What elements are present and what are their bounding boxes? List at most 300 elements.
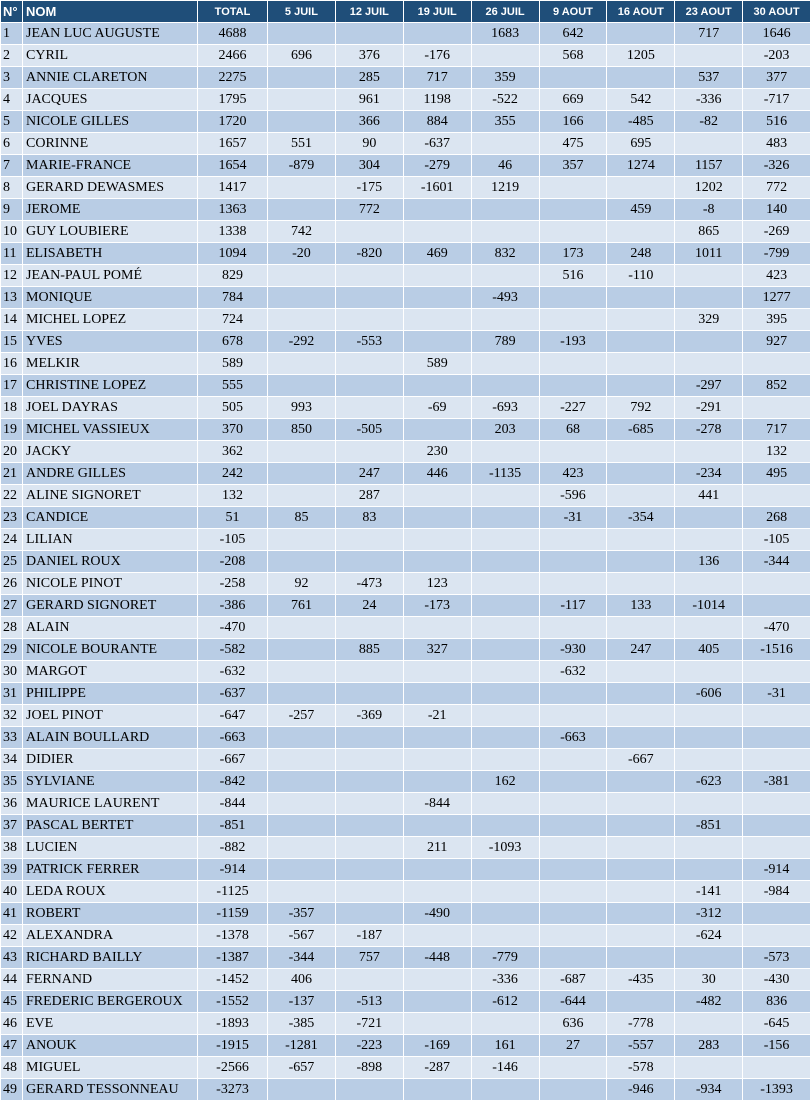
player-name: GUY LOUBIERE xyxy=(23,221,198,243)
player-name: FREDERIC BERGEROUX xyxy=(23,991,198,1013)
header-row xyxy=(1,1,810,23)
score-cell xyxy=(268,529,336,551)
score-cell xyxy=(268,441,336,463)
total-cell: -208 xyxy=(198,551,268,573)
score-cell xyxy=(743,815,810,837)
score-cell xyxy=(471,1013,539,1035)
row-number: 11 xyxy=(1,243,23,265)
score-cell xyxy=(403,265,471,287)
score-cell xyxy=(403,309,471,331)
score-cell xyxy=(268,463,336,485)
score-cell: -482 xyxy=(675,991,743,1013)
total-cell: 132 xyxy=(198,485,268,507)
score-cell: -623 xyxy=(675,771,743,793)
table-row xyxy=(1,507,810,529)
score-cell: -8 xyxy=(675,199,743,221)
score-cell xyxy=(403,287,471,309)
score-cell xyxy=(607,375,675,397)
total-cell: 1657 xyxy=(198,133,268,155)
table-row xyxy=(1,749,810,771)
total-cell: 362 xyxy=(198,441,268,463)
table-row xyxy=(1,771,810,793)
row-number: 18 xyxy=(1,397,23,419)
row-number: 45 xyxy=(1,991,23,1013)
header-date: 16 AOUT xyxy=(607,1,675,23)
total-cell: -882 xyxy=(198,837,268,859)
total-cell: -647 xyxy=(198,705,268,727)
player-name: NICOLE GILLES xyxy=(23,111,198,133)
score-cell: -141 xyxy=(675,881,743,903)
table-row xyxy=(1,89,810,111)
player-name: JOEL PINOT xyxy=(23,705,198,727)
score-cell: -606 xyxy=(675,683,743,705)
score-cell: -914 xyxy=(743,859,810,881)
score-cell: 24 xyxy=(335,595,403,617)
score-cell xyxy=(335,683,403,705)
score-cell xyxy=(471,45,539,67)
total-cell: -1552 xyxy=(198,991,268,1013)
score-cell xyxy=(471,573,539,595)
score-cell: 357 xyxy=(539,155,607,177)
score-cell xyxy=(675,287,743,309)
score-cell xyxy=(471,265,539,287)
table-row xyxy=(1,903,810,925)
score-cell xyxy=(607,573,675,595)
score-cell: 695 xyxy=(607,133,675,155)
score-cell xyxy=(471,727,539,749)
score-cell xyxy=(403,881,471,903)
score-cell xyxy=(743,793,810,815)
score-cell: 247 xyxy=(607,639,675,661)
total-cell: -1915 xyxy=(198,1035,268,1057)
row-number: 13 xyxy=(1,287,23,309)
total-cell: 1720 xyxy=(198,111,268,133)
score-cell xyxy=(471,353,539,375)
score-cell xyxy=(539,573,607,595)
score-cell: -21 xyxy=(403,705,471,727)
row-number: 48 xyxy=(1,1057,23,1079)
total-cell: 1654 xyxy=(198,155,268,177)
table-row xyxy=(1,45,810,67)
score-cell xyxy=(403,375,471,397)
score-cell: 355 xyxy=(471,111,539,133)
score-cell: 516 xyxy=(743,111,810,133)
row-number: 3 xyxy=(1,67,23,89)
table-row xyxy=(1,1057,810,1079)
table-row xyxy=(1,23,810,45)
score-cell: 359 xyxy=(471,67,539,89)
score-cell xyxy=(675,507,743,529)
table-row xyxy=(1,815,810,837)
player-name: GERARD SIGNORET xyxy=(23,595,198,617)
score-cell xyxy=(335,661,403,683)
table-row xyxy=(1,1079,810,1101)
row-number: 30 xyxy=(1,661,23,683)
score-cell xyxy=(268,287,336,309)
score-cell: 30 xyxy=(675,969,743,991)
score-cell xyxy=(335,727,403,749)
score-cell: -984 xyxy=(743,881,810,903)
score-cell: 287 xyxy=(335,485,403,507)
player-name: FERNAND xyxy=(23,969,198,991)
score-cell xyxy=(743,353,810,375)
total-cell: 555 xyxy=(198,375,268,397)
score-cell: -779 xyxy=(471,947,539,969)
score-cell xyxy=(607,221,675,243)
score-cell: -553 xyxy=(335,331,403,353)
score-cell xyxy=(675,573,743,595)
score-cell: -596 xyxy=(539,485,607,507)
row-number: 17 xyxy=(1,375,23,397)
player-name: MARGOT xyxy=(23,661,198,683)
total-cell: 370 xyxy=(198,419,268,441)
score-cell xyxy=(471,375,539,397)
score-cell: 423 xyxy=(539,463,607,485)
table-row xyxy=(1,331,810,353)
score-cell xyxy=(403,925,471,947)
score-cell xyxy=(539,749,607,771)
score-cell xyxy=(403,1013,471,1035)
player-name: ALINE SIGNORET xyxy=(23,485,198,507)
row-number: 36 xyxy=(1,793,23,815)
total-cell: 2466 xyxy=(198,45,268,67)
header-name: NOM xyxy=(23,1,198,23)
total-cell: -386 xyxy=(198,595,268,617)
table-row xyxy=(1,485,810,507)
score-cell: 537 xyxy=(675,67,743,89)
score-cell xyxy=(675,1013,743,1035)
row-number: 27 xyxy=(1,595,23,617)
row-number: 28 xyxy=(1,617,23,639)
score-cell: 742 xyxy=(268,221,336,243)
score-cell xyxy=(743,661,810,683)
score-cell: 441 xyxy=(675,485,743,507)
score-cell xyxy=(743,925,810,947)
score-cell xyxy=(268,727,336,749)
score-cell: 92 xyxy=(268,573,336,595)
score-cell: 162 xyxy=(471,771,539,793)
score-cell: 173 xyxy=(539,243,607,265)
score-cell xyxy=(607,991,675,1013)
score-cell: 761 xyxy=(268,595,336,617)
score-cell xyxy=(403,221,471,243)
header-date: 23 AOUT xyxy=(675,1,743,23)
table-row xyxy=(1,309,810,331)
score-cell xyxy=(607,925,675,947)
score-cell: -430 xyxy=(743,969,810,991)
score-cell: -336 xyxy=(675,89,743,111)
total-cell: 784 xyxy=(198,287,268,309)
row-number: 31 xyxy=(1,683,23,705)
score-cell: -1135 xyxy=(471,463,539,485)
score-cell xyxy=(335,969,403,991)
player-name: ANNIE CLARETON xyxy=(23,67,198,89)
score-cell xyxy=(607,177,675,199)
player-name: MICHEL LOPEZ xyxy=(23,309,198,331)
table-row xyxy=(1,155,810,177)
score-cell xyxy=(471,859,539,881)
score-cell: -573 xyxy=(743,947,810,969)
score-cell: 329 xyxy=(675,309,743,331)
player-name: RICHARD BAILLY xyxy=(23,947,198,969)
row-number: 32 xyxy=(1,705,23,727)
score-cell: -844 xyxy=(403,793,471,815)
table-row xyxy=(1,529,810,551)
player-name: ANOUK xyxy=(23,1035,198,1057)
score-cell: 46 xyxy=(471,155,539,177)
score-cell xyxy=(607,815,675,837)
score-cell: -234 xyxy=(675,463,743,485)
header-date: 5 JUIL xyxy=(268,1,336,23)
score-cell: 836 xyxy=(743,991,810,1013)
total-cell: 4688 xyxy=(198,23,268,45)
score-cell xyxy=(403,727,471,749)
score-cell xyxy=(268,617,336,639)
header-date: 30 AOUT xyxy=(743,1,810,23)
score-cell xyxy=(335,551,403,573)
score-cell xyxy=(607,617,675,639)
score-cell: 133 xyxy=(607,595,675,617)
table-row xyxy=(1,881,810,903)
total-cell: 589 xyxy=(198,353,268,375)
score-cell: 884 xyxy=(403,111,471,133)
score-cell xyxy=(335,793,403,815)
score-cell xyxy=(743,903,810,925)
score-cell: 366 xyxy=(335,111,403,133)
table-row xyxy=(1,133,810,155)
score-cell: -632 xyxy=(539,661,607,683)
player-name: MONIQUE xyxy=(23,287,198,309)
score-cell xyxy=(607,353,675,375)
row-number: 20 xyxy=(1,441,23,463)
row-number: 6 xyxy=(1,133,23,155)
score-cell: -336 xyxy=(471,969,539,991)
score-cell: 83 xyxy=(335,507,403,529)
score-cell xyxy=(471,881,539,903)
score-cell: -687 xyxy=(539,969,607,991)
score-cell xyxy=(607,837,675,859)
score-cell: -717 xyxy=(743,89,810,111)
score-cell: 642 xyxy=(539,23,607,45)
score-cell xyxy=(471,309,539,331)
row-number: 9 xyxy=(1,199,23,221)
score-cell: -485 xyxy=(607,111,675,133)
row-number: 16 xyxy=(1,353,23,375)
player-name: CYRIL xyxy=(23,45,198,67)
player-name: LEDA ROUX xyxy=(23,881,198,903)
score-cell: -31 xyxy=(539,507,607,529)
score-cell: -203 xyxy=(743,45,810,67)
score-cell xyxy=(675,837,743,859)
score-cell xyxy=(268,815,336,837)
table-row xyxy=(1,1035,810,1057)
score-cell: -879 xyxy=(268,155,336,177)
score-cell: -470 xyxy=(743,617,810,639)
score-cell xyxy=(268,485,336,507)
score-cell xyxy=(403,419,471,441)
player-name: ANDRE GILLES xyxy=(23,463,198,485)
score-cell xyxy=(403,485,471,507)
score-cell: 495 xyxy=(743,463,810,485)
score-cell: 1011 xyxy=(675,243,743,265)
table-row xyxy=(1,727,810,749)
score-cell xyxy=(403,199,471,221)
score-cell xyxy=(403,1079,471,1101)
row-number: 33 xyxy=(1,727,23,749)
score-cell: -624 xyxy=(675,925,743,947)
score-cell: 285 xyxy=(335,67,403,89)
score-cell: 1205 xyxy=(607,45,675,67)
total-cell: -1378 xyxy=(198,925,268,947)
row-number: 41 xyxy=(1,903,23,925)
score-cell xyxy=(403,529,471,551)
table-body xyxy=(1,23,810,1101)
score-cell: 1274 xyxy=(607,155,675,177)
score-cell: -227 xyxy=(539,397,607,419)
player-name: PHILIPPE xyxy=(23,683,198,705)
total-cell: 1094 xyxy=(198,243,268,265)
total-cell: 1363 xyxy=(198,199,268,221)
score-cell xyxy=(403,969,471,991)
score-cell: -557 xyxy=(607,1035,675,1057)
score-cell xyxy=(607,771,675,793)
score-cell: 1277 xyxy=(743,287,810,309)
score-cell xyxy=(539,529,607,551)
score-cell: 376 xyxy=(335,45,403,67)
score-cell xyxy=(268,199,336,221)
score-cell: -612 xyxy=(471,991,539,1013)
score-cell xyxy=(743,573,810,595)
table-row xyxy=(1,397,810,419)
score-cell: 283 xyxy=(675,1035,743,1057)
score-cell: 961 xyxy=(335,89,403,111)
score-cell xyxy=(743,705,810,727)
header-date: 9 AOUT xyxy=(539,1,607,23)
player-name: PATRICK FERRER xyxy=(23,859,198,881)
table-row xyxy=(1,705,810,727)
score-cell xyxy=(743,397,810,419)
score-cell xyxy=(471,199,539,221)
score-cell xyxy=(335,221,403,243)
row-number: 29 xyxy=(1,639,23,661)
score-cell: -357 xyxy=(268,903,336,925)
score-cell xyxy=(539,837,607,859)
score-cell xyxy=(607,67,675,89)
score-cell: -326 xyxy=(743,155,810,177)
score-cell xyxy=(471,815,539,837)
score-cell: -292 xyxy=(268,331,336,353)
score-cell xyxy=(675,353,743,375)
total-cell: -632 xyxy=(198,661,268,683)
score-cell xyxy=(539,375,607,397)
player-name: JACQUES xyxy=(23,89,198,111)
row-number: 39 xyxy=(1,859,23,881)
score-cell xyxy=(675,705,743,727)
score-cell: 406 xyxy=(268,969,336,991)
score-cell xyxy=(268,1079,336,1101)
score-cell: -946 xyxy=(607,1079,675,1101)
score-cell xyxy=(675,947,743,969)
table-row xyxy=(1,463,810,485)
score-cell: 203 xyxy=(471,419,539,441)
total-cell: -844 xyxy=(198,793,268,815)
score-cell xyxy=(675,749,743,771)
total-cell: 724 xyxy=(198,309,268,331)
score-cell: 792 xyxy=(607,397,675,419)
score-cell: 542 xyxy=(607,89,675,111)
table-row xyxy=(1,353,810,375)
score-cell: -685 xyxy=(607,419,675,441)
score-cell: 850 xyxy=(268,419,336,441)
score-cell xyxy=(743,595,810,617)
score-cell: -312 xyxy=(675,903,743,925)
score-cell xyxy=(268,749,336,771)
score-cell: 832 xyxy=(471,243,539,265)
score-cell xyxy=(471,529,539,551)
table-row xyxy=(1,595,810,617)
score-cell: -173 xyxy=(403,595,471,617)
score-cell xyxy=(607,727,675,749)
score-cell: -522 xyxy=(471,89,539,111)
score-cell: -1014 xyxy=(675,595,743,617)
score-cell: 696 xyxy=(268,45,336,67)
score-cell xyxy=(403,749,471,771)
player-name: YVES xyxy=(23,331,198,353)
total-cell: -2566 xyxy=(198,1057,268,1079)
score-cell xyxy=(539,441,607,463)
score-cell xyxy=(607,529,675,551)
score-cell xyxy=(675,133,743,155)
score-cell: -851 xyxy=(675,815,743,837)
score-cell xyxy=(403,551,471,573)
total-cell: 829 xyxy=(198,265,268,287)
score-cell xyxy=(607,903,675,925)
score-cell: 248 xyxy=(607,243,675,265)
score-cell xyxy=(268,639,336,661)
score-cell: 757 xyxy=(335,947,403,969)
score-cell xyxy=(268,837,336,859)
score-cell: -187 xyxy=(335,925,403,947)
score-cell: -175 xyxy=(335,177,403,199)
total-cell: -582 xyxy=(198,639,268,661)
score-cell: 140 xyxy=(743,199,810,221)
score-cell xyxy=(607,683,675,705)
score-cell xyxy=(675,265,743,287)
score-cell xyxy=(471,639,539,661)
total-cell: -842 xyxy=(198,771,268,793)
score-cell: -354 xyxy=(607,507,675,529)
score-cell: -1601 xyxy=(403,177,471,199)
score-cell: -934 xyxy=(675,1079,743,1101)
score-cell xyxy=(539,771,607,793)
table-row xyxy=(1,67,810,89)
score-cell: 446 xyxy=(403,463,471,485)
score-cell: 247 xyxy=(335,463,403,485)
score-cell: 123 xyxy=(403,573,471,595)
score-cell xyxy=(471,133,539,155)
score-cell: -385 xyxy=(268,1013,336,1035)
header-date: 19 JUIL xyxy=(403,1,471,23)
score-cell: 885 xyxy=(335,639,403,661)
total-cell: -3273 xyxy=(198,1079,268,1101)
score-cell xyxy=(471,925,539,947)
score-cell xyxy=(268,793,336,815)
score-cell: -369 xyxy=(335,705,403,727)
score-cell xyxy=(268,771,336,793)
player-name: LILIAN xyxy=(23,529,198,551)
header-date: 26 JUIL xyxy=(471,1,539,23)
score-cell: 717 xyxy=(675,23,743,45)
